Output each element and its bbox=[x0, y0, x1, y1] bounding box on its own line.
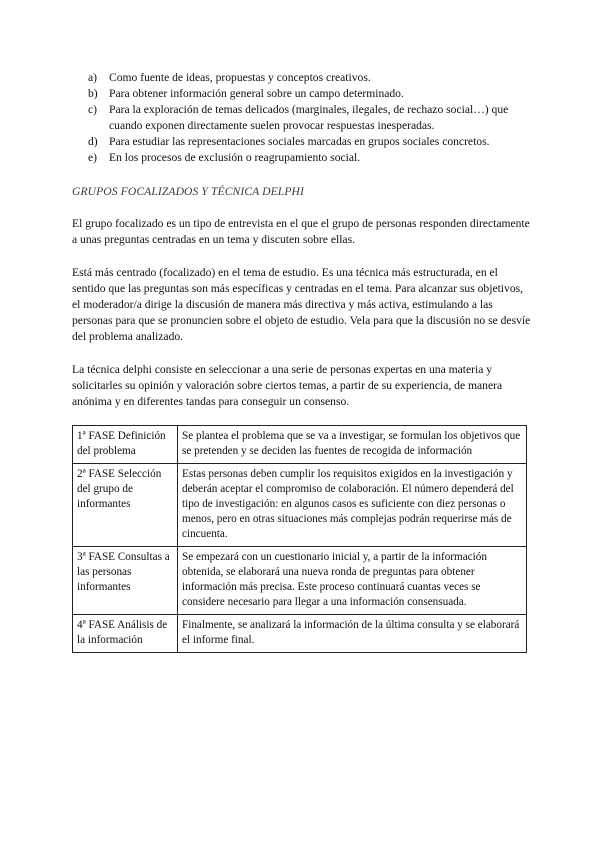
description-cell: Finalmente, se analizará la información de la última consulta y se elaborará el informe final. bbox=[178, 615, 527, 653]
list-item-text: Para la exploración de temas delicados (marginales, ilegales, de rechazo social…) que cuando exponen directamente suelen provocar respuestas inesperadas. bbox=[109, 103, 509, 132]
list-item-text: En los procesos de exclusión o reagrupamiento social. bbox=[109, 151, 361, 164]
list-marker: c) bbox=[88, 103, 98, 116]
list-item bbox=[88, 70, 538, 86]
list-marker: e) bbox=[88, 151, 98, 164]
list-item-text: Para obtener información general sobre un campo determinado. bbox=[109, 87, 404, 100]
description-cell: Se plantea el problema que se va a investigar, se formulan los objetivos que se pretenden y se deciden las fuentes de recogida de información bbox=[178, 426, 527, 464]
table-row bbox=[73, 426, 527, 464]
list-item-text: Para estudiar las representaciones sociales marcadas en grupos sociales concretos. bbox=[109, 135, 490, 148]
section-heading: GRUPOS FOCALIZADOS Y TÉCNICA DELPHI bbox=[72, 185, 304, 198]
description-cell: Se empezará con un cuestionario inicial y, a partir de la información obtenida, se elaborará una nueva ronda de preguntas para obtener información más precisa. Este proceso continuará cuantas veces se considere necesario para llegar a una información consensuada. bbox=[178, 547, 527, 615]
phase-cell: 1ª FASE Definición del problema bbox=[73, 426, 178, 464]
paragraph-delphi: La técnica delphi consiste en seleccionar a una serie de personas expertas en una materia y solicitarles su opinión y valoración sobre ciertos temas, a partir de su experiencia, de manera anónima y en diferentes tandas para conseguir un consenso. bbox=[72, 363, 503, 408]
list-item bbox=[88, 102, 538, 134]
phase-cell: 3ª FASE Consultas a las personas informantes bbox=[73, 547, 178, 615]
list-item bbox=[88, 86, 538, 102]
list-item bbox=[88, 150, 538, 166]
list-marker: a) bbox=[88, 71, 98, 84]
delphi-phases-table bbox=[72, 425, 527, 653]
phase-cell: 4ª FASE Análisis de la información bbox=[73, 615, 178, 653]
description-cell: Estas personas deben cumplir los requisitos exigidos en la investigación y deberán aceptar el compromiso de colaboración. El número dependerá del tipo de investigación: en algunos casos es suficiente con diez personas o menos, pero en otras situaciones más complejas podrán requerirse más de cincuenta. bbox=[178, 464, 527, 547]
list-marker: b) bbox=[88, 87, 98, 100]
paragraph-focus-group: El grupo focalizado es un tipo de entrevista en el que el grupo de personas responden directamente a unas preguntas centradas en un tema y discuten sobre ellas. bbox=[72, 217, 530, 246]
paragraph-focus-detail: Está más centrado (focalizado) en el tema de estudio. Es una técnica más estructurada, en el sentido que las preguntas son más específicas y centradas en el tema. Para alcanzar sus objetivos, el moderador/a dirige la discusión de manera más directiva y más activa, estimulando a las personas para que se pronuncien sobre el objeto de estudio. Vela para que la discusión no se desvíe del problema analizado. bbox=[72, 266, 531, 343]
uses-list bbox=[88, 70, 538, 166]
phase-cell: 2ª FASE Selección del grupo de informantes bbox=[73, 464, 178, 547]
list-item-text: Como fuente de ideas, propuestas y conceptos creativos. bbox=[109, 71, 371, 84]
list-marker: d) bbox=[88, 135, 98, 148]
table-row bbox=[73, 547, 527, 615]
table-row bbox=[73, 464, 527, 547]
table-row bbox=[73, 615, 527, 653]
list-item bbox=[88, 134, 538, 150]
